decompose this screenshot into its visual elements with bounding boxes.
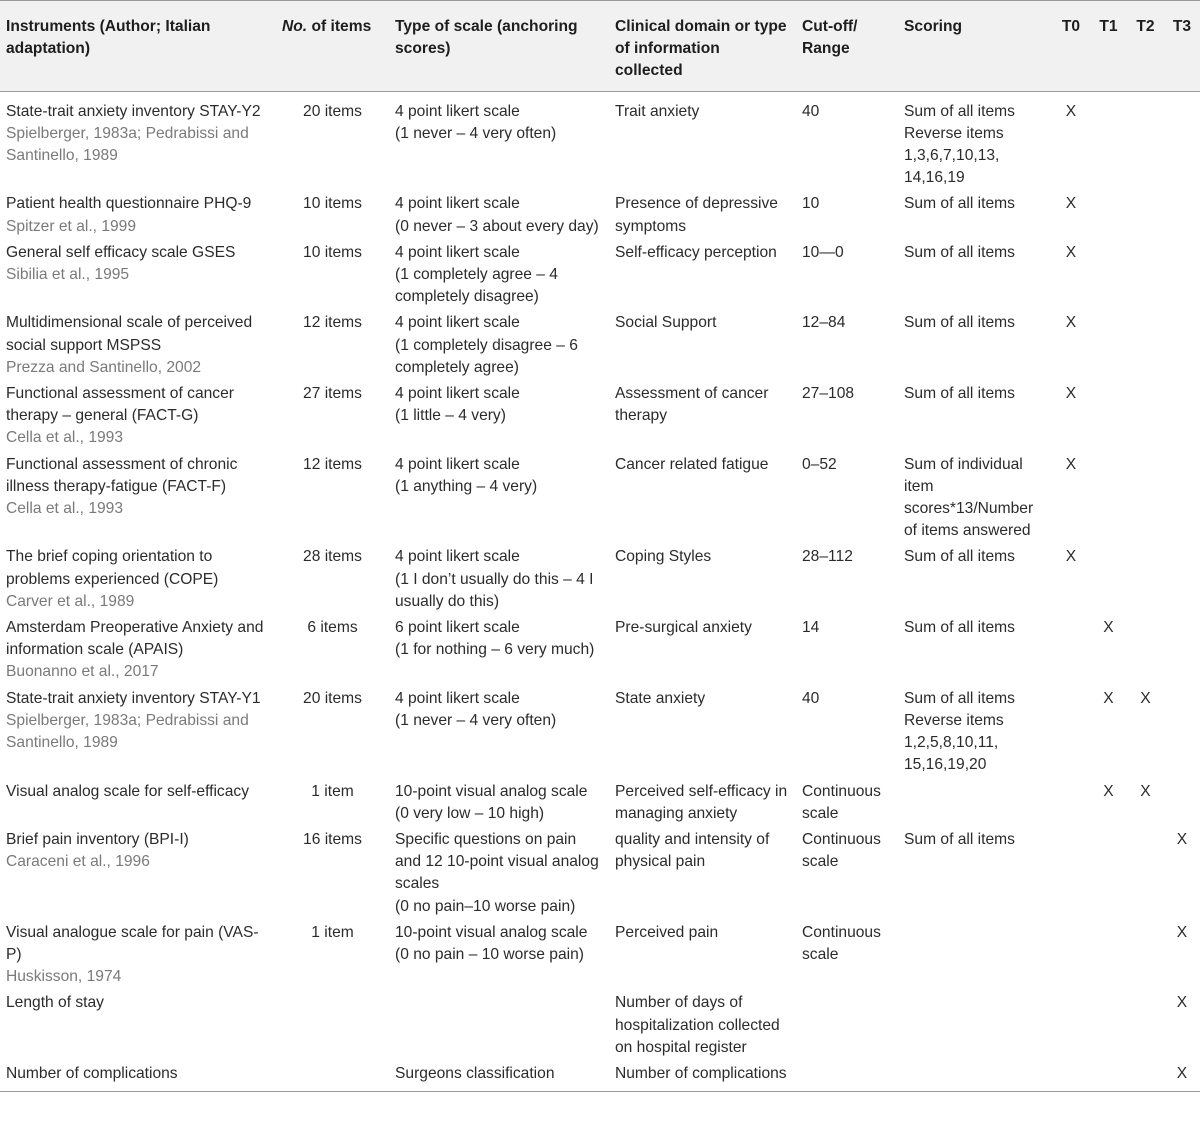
- t2-mark: [1127, 829, 1164, 922]
- instrument-citation: Carver et al., 1989: [6, 592, 135, 610]
- t0-mark: [1052, 922, 1090, 993]
- domain-cell: [609, 829, 796, 922]
- cutoff-cell: [796, 922, 898, 993]
- t1-mark: [1090, 383, 1127, 454]
- scoring-cell: [898, 91, 1052, 193]
- t2-mark: [1127, 1063, 1164, 1092]
- domain-cell: [609, 922, 796, 993]
- instrument-citation: Cella et al., 1993: [6, 500, 124, 518]
- scoring-cell: [898, 1063, 1052, 1092]
- t3-mark: [1164, 454, 1200, 547]
- t2-mark: [1127, 617, 1164, 688]
- scale-anchors: (0 never – 3 about every day): [395, 217, 599, 235]
- instrument-cell: [0, 242, 276, 313]
- clinical-domain: Perceived pain: [615, 923, 719, 941]
- table-row: [0, 829, 1200, 922]
- items-cell: [276, 546, 389, 617]
- t2-mark: [1127, 454, 1164, 547]
- scoring-cell: [898, 992, 1052, 1063]
- scale-cell: [389, 829, 609, 922]
- domain-cell: [609, 1063, 796, 1092]
- t3-mark: [1164, 546, 1200, 617]
- domain-cell: [609, 193, 796, 241]
- scale-type: 4 point likert scale: [395, 548, 520, 566]
- instrument-cell: [0, 454, 276, 547]
- items-cell: [276, 193, 389, 241]
- items-cell: [276, 688, 389, 781]
- scale-type: Surgeons classification: [395, 1064, 555, 1082]
- t2-mark: [1127, 992, 1164, 1063]
- t0-mark: [1052, 1063, 1090, 1092]
- t1-mark: [1090, 922, 1127, 993]
- scale-cell: [389, 454, 609, 547]
- cutoff-range: Continuous scale: [802, 923, 881, 963]
- instrument-citation: Spielberger, 1983a; Pedrabissi and Santinello, 1989: [6, 124, 249, 165]
- clinical-domain: Number of complications: [615, 1064, 787, 1082]
- t0-mark: [1052, 688, 1090, 781]
- clinical-domain: Trait anxiety: [615, 102, 700, 120]
- t2-mark: [1127, 242, 1164, 313]
- cutoff-cell: [796, 992, 898, 1063]
- cutoff-range: Continuous scale: [802, 830, 881, 871]
- scoring-cell: [898, 383, 1052, 454]
- instrument-name: Length of stay: [6, 994, 104, 1012]
- cutoff-cell: [796, 829, 898, 922]
- scale-anchors: (1 never – 4 very often): [395, 124, 557, 142]
- instrument-name: Amsterdam Preoperative Anxiety and information scale (APAIS): [6, 619, 264, 659]
- scale-cell: [389, 242, 609, 313]
- t1-mark: [1090, 454, 1127, 547]
- instrument-name: Multidimensional scale of perceived social support MSPSS: [6, 314, 253, 354]
- t1-mark: [1090, 242, 1127, 313]
- clinical-domain: Self-efficacy perception: [615, 243, 777, 261]
- scale-anchors: (1 completely disagree – 6 completely agree): [395, 336, 578, 376]
- t0-mark: [1052, 193, 1090, 241]
- items-cell: [276, 829, 389, 922]
- scoring-cell: [898, 922, 1052, 993]
- scoring-cell: [898, 617, 1052, 688]
- t1-checkmark: X: [1103, 619, 1114, 637]
- header-domain: Clinical domain or type of information collected: [609, 1, 796, 92]
- items-cell: [276, 992, 389, 1063]
- table-row: [0, 617, 1200, 688]
- instrument-name: Number of complications: [6, 1064, 178, 1082]
- t2-mark: [1127, 91, 1164, 193]
- t2-mark: [1127, 781, 1164, 829]
- t1-mark: [1090, 193, 1127, 241]
- table-row: [0, 383, 1200, 454]
- t3-mark: [1164, 91, 1200, 193]
- cutoff-cell: [796, 781, 898, 829]
- items-cell: [276, 617, 389, 688]
- table-row: [0, 688, 1200, 781]
- items-count: 20 items: [303, 689, 362, 707]
- scale-cell: [389, 91, 609, 193]
- t0-mark: [1052, 781, 1090, 829]
- t3-mark: [1164, 312, 1200, 383]
- instrument-cell: [0, 829, 276, 922]
- scoring-method: Sum of all items: [904, 619, 1015, 637]
- header-cutoff: Cut-off/ Range: [796, 1, 898, 92]
- t3-mark: [1164, 688, 1200, 781]
- items-cell: [276, 1063, 389, 1092]
- instrument-name: Visual analog scale for self-efficacy: [6, 782, 249, 800]
- t0-checkmark: X: [1065, 102, 1077, 120]
- cutoff-cell: [796, 688, 898, 781]
- cutoff-cell: [796, 383, 898, 454]
- t1-mark: [1090, 829, 1127, 922]
- header-items-suffix: of items: [307, 18, 372, 35]
- instrument-citation: Sibilia et al., 1995: [6, 266, 130, 284]
- table-row: [0, 546, 1200, 617]
- cutoff-cell: [796, 312, 898, 383]
- t1-mark: [1090, 91, 1127, 193]
- t0-checkmark: X: [1065, 314, 1077, 332]
- t1-mark: [1090, 992, 1127, 1063]
- t3-mark: [1164, 781, 1200, 829]
- domain-cell: [609, 617, 796, 688]
- instrument-name: General self efficacy scale GSES: [6, 243, 236, 261]
- items-cell: [276, 312, 389, 383]
- scale-cell: [389, 992, 609, 1063]
- scale-anchors: (1 completely agree – 4 completely disagree): [395, 266, 558, 306]
- scale-type: 10-point visual analog scale: [395, 923, 588, 941]
- t1-mark: [1090, 688, 1127, 781]
- items-cell: [276, 242, 389, 313]
- t1-mark: [1090, 617, 1127, 688]
- instrument-cell: [0, 688, 276, 781]
- scale-type: 4 point likert scale: [395, 455, 520, 473]
- items-count: 1 item: [311, 782, 354, 800]
- items-count: 10 items: [303, 195, 362, 213]
- cutoff-cell: [796, 546, 898, 617]
- scoring-cell: [898, 454, 1052, 547]
- header-row: [0, 1, 1200, 92]
- scale-cell: [389, 1063, 609, 1092]
- items-count: 20 items: [303, 102, 362, 120]
- t0-mark: [1052, 383, 1090, 454]
- t2-mark: [1127, 193, 1164, 241]
- instrument-citation: Caraceni et al., 1996: [6, 853, 150, 871]
- instrument-name: Brief pain inventory (BPI-I): [6, 830, 189, 848]
- clinical-domain: Presence of depressive symptoms: [615, 195, 778, 235]
- items-cell: [276, 781, 389, 829]
- instrument-citation: Buonanno et al., 2017: [6, 663, 159, 681]
- clinical-domain: Coping Styles: [615, 548, 712, 566]
- t1-mark: [1090, 312, 1127, 383]
- t0-checkmark: X: [1065, 455, 1077, 473]
- scoring-method: Sum of all items: [904, 195, 1015, 213]
- cutoff-range: 28–112: [802, 548, 853, 566]
- items-count: 16 items: [303, 830, 362, 848]
- scoring-cell: [898, 688, 1052, 781]
- scale-anchors: (1 for nothing – 6 very much): [395, 641, 595, 659]
- instrument-cell: [0, 383, 276, 454]
- domain-cell: [609, 383, 796, 454]
- instrument-cell: [0, 546, 276, 617]
- t1-mark: [1090, 1063, 1127, 1092]
- header-t1: T1: [1090, 1, 1127, 92]
- scale-type: Specific questions on pain and 12 10-point visual analog scales: [395, 830, 599, 893]
- t2-checkmark: X: [1140, 782, 1151, 800]
- items-cell: [276, 454, 389, 547]
- t2-checkmark: X: [1140, 689, 1151, 707]
- scoring-method: Sum of all items: [904, 102, 1015, 120]
- scoring-method: Sum of individual item scores*13/Number of items answered: [904, 455, 1034, 540]
- scoring-cell: [898, 193, 1052, 241]
- table-row: [0, 922, 1200, 993]
- clinical-domain: quality and intensity of physical pain: [615, 830, 770, 871]
- t0-mark: [1052, 312, 1090, 383]
- cutoff-range: Continuous scale: [802, 782, 881, 822]
- table-row: [0, 454, 1200, 547]
- scoring-cell: [898, 829, 1052, 922]
- scale-cell: [389, 546, 609, 617]
- scoring-cell: [898, 781, 1052, 829]
- clinical-domain: Social Support: [615, 314, 717, 332]
- table-row: [0, 1063, 1200, 1092]
- clinical-domain: Assessment of cancer therapy: [615, 385, 769, 425]
- scale-type: 4 point likert scale: [395, 689, 520, 707]
- t0-mark: [1052, 546, 1090, 617]
- scale-type: 6 point likert scale: [395, 619, 520, 637]
- scale-type: 4 point likert scale: [395, 102, 520, 120]
- header-instrument: Instruments (Author; Italian adaptation): [0, 1, 276, 92]
- instrument-citation: Huskisson, 1974: [6, 968, 122, 986]
- instrument-name: The brief coping orientation to problems experienced (COPE): [6, 548, 219, 588]
- t1-checkmark: X: [1103, 689, 1114, 707]
- table-body: [0, 91, 1200, 1092]
- cutoff-range: 27–108: [802, 385, 855, 403]
- domain-cell: [609, 992, 796, 1063]
- instrument-citation: Prezza and Santinello, 2002: [6, 358, 202, 376]
- items-count: 12 items: [303, 314, 362, 332]
- scale-cell: [389, 922, 609, 993]
- t0-mark: [1052, 829, 1090, 922]
- t0-mark: [1052, 992, 1090, 1063]
- t0-mark: [1052, 242, 1090, 313]
- instrument-citation: Cella et al., 1993: [6, 429, 124, 447]
- items-count: 27 items: [303, 385, 362, 403]
- domain-cell: [609, 688, 796, 781]
- scale-type: 4 point likert scale: [395, 243, 520, 261]
- items-cell: [276, 383, 389, 454]
- header-t2: T2: [1127, 1, 1164, 92]
- items-count: 12 items: [303, 455, 362, 473]
- header-items-prefix: No.: [282, 18, 308, 35]
- scoring-method: Sum of all items: [904, 689, 1015, 707]
- scoring-method: Sum of all items: [904, 830, 1015, 848]
- table-row: [0, 193, 1200, 241]
- domain-cell: [609, 546, 796, 617]
- header-scoring: Scoring: [898, 1, 1052, 92]
- header-t3: T3: [1164, 1, 1200, 92]
- t3-mark: [1164, 242, 1200, 313]
- scoring-cell: [898, 242, 1052, 313]
- cutoff-range: 10—0: [802, 243, 844, 261]
- scoring-cell: [898, 312, 1052, 383]
- t0-mark: [1052, 617, 1090, 688]
- instrument-cell: [0, 992, 276, 1063]
- clinical-domain: Cancer related fatigue: [615, 455, 769, 473]
- t3-checkmark: X: [1176, 1064, 1188, 1082]
- t2-mark: [1127, 546, 1164, 617]
- cutoff-cell: [796, 242, 898, 313]
- t0-checkmark: X: [1065, 548, 1077, 566]
- instrument-name: State-trait anxiety inventory STAY-Y1: [6, 689, 261, 707]
- clinical-domain: Number of days of hospitalization collected on hospital register: [615, 994, 780, 1056]
- domain-cell: [609, 242, 796, 313]
- instrument-citation: Spitzer et al., 1999: [6, 217, 137, 235]
- scale-anchors: (0 very low – 10 high): [395, 804, 545, 822]
- t0-checkmark: X: [1065, 195, 1077, 213]
- items-count: 1 item: [311, 923, 354, 941]
- scale-type: 4 point likert scale: [395, 385, 520, 403]
- t3-mark: [1164, 829, 1200, 922]
- scoring-reverse-items: Reverse items 1,2,5,8,10,11, 15,16,19,20: [904, 711, 1004, 774]
- scale-anchors: (0 no pain – 10 worse pain): [395, 945, 584, 963]
- clinical-domain: Pre-surgical anxiety: [615, 619, 752, 637]
- instrument-cell: [0, 91, 276, 193]
- scale-cell: [389, 781, 609, 829]
- items-cell: [276, 922, 389, 993]
- t0-mark: [1052, 91, 1090, 193]
- t3-mark: [1164, 922, 1200, 993]
- scoring-method: Sum of all items: [904, 314, 1015, 332]
- header-items: [276, 1, 389, 92]
- scoring-method: Sum of all items: [904, 243, 1015, 261]
- t3-mark: [1164, 992, 1200, 1063]
- t3-mark: [1164, 1063, 1200, 1092]
- instrument-cell: [0, 1063, 276, 1092]
- domain-cell: [609, 454, 796, 547]
- items-count: 6 items: [307, 619, 358, 637]
- scoring-method: Sum of all items: [904, 548, 1015, 566]
- t1-mark: [1090, 781, 1127, 829]
- t3-checkmark: X: [1176, 830, 1188, 848]
- table-row: [0, 91, 1200, 193]
- cutoff-cell: [796, 617, 898, 688]
- scale-anchors: (1 anything – 4 very): [395, 477, 538, 495]
- table-row: [0, 312, 1200, 383]
- t1-checkmark: X: [1103, 782, 1114, 800]
- scoring-cell: [898, 546, 1052, 617]
- cutoff-range: 40: [802, 102, 820, 120]
- header-scale: Type of scale (anchoring scores): [389, 1, 609, 92]
- instrument-citation: Spielberger, 1983a; Pedrabissi and Santinello, 1989: [6, 711, 249, 752]
- t0-checkmark: X: [1065, 385, 1077, 403]
- cutoff-range: 0–52: [802, 455, 837, 473]
- instrument-name: Visual analogue scale for pain (VAS-P): [6, 923, 259, 963]
- instrument-name: Patient health questionnaire PHQ-9: [6, 195, 252, 213]
- scale-anchors: (1 never – 4 very often): [395, 711, 557, 729]
- table-row: [0, 992, 1200, 1063]
- t3-mark: [1164, 617, 1200, 688]
- cutoff-cell: [796, 91, 898, 193]
- cutoff-cell: [796, 454, 898, 547]
- t2-mark: [1127, 688, 1164, 781]
- instrument-name: Functional assessment of cancer therapy – general (FACT-G): [6, 385, 234, 425]
- instrument-cell: [0, 617, 276, 688]
- table-row: [0, 242, 1200, 313]
- scale-type: 4 point likert scale: [395, 195, 520, 213]
- items-count: 28 items: [303, 548, 362, 566]
- scale-type: 10-point visual analog scale: [395, 782, 588, 800]
- t3-checkmark: X: [1176, 994, 1188, 1012]
- t3-mark: [1164, 193, 1200, 241]
- scale-anchors: (0 no pain–10 worse pain): [395, 897, 576, 915]
- scale-cell: [389, 617, 609, 688]
- instrument-name: State-trait anxiety inventory STAY-Y2: [6, 102, 261, 120]
- t3-checkmark: X: [1176, 923, 1188, 941]
- scoring-method: Sum of all items: [904, 385, 1015, 403]
- table-row: [0, 781, 1200, 829]
- scale-anchors: (1 I don’t usually do this – 4 I usually do this): [395, 570, 594, 610]
- scale-cell: [389, 193, 609, 241]
- domain-cell: [609, 91, 796, 193]
- scale-anchors: (1 little – 4 very): [395, 407, 506, 425]
- scale-cell: [389, 383, 609, 454]
- header-t0: T0: [1052, 1, 1090, 92]
- cutoff-range: 14: [802, 619, 820, 637]
- domain-cell: [609, 781, 796, 829]
- clinical-domain: Perceived self-efficacy in managing anxiety: [615, 782, 788, 822]
- scale-type: 4 point likert scale: [395, 314, 520, 332]
- t3-mark: [1164, 383, 1200, 454]
- t0-mark: [1052, 454, 1090, 547]
- cutoff-cell: [796, 1063, 898, 1092]
- t1-mark: [1090, 546, 1127, 617]
- t2-mark: [1127, 383, 1164, 454]
- cutoff-range: 10: [802, 195, 820, 213]
- scoring-reverse-items: Reverse items 1,3,6,7,10,13, 14,16,19: [904, 124, 1004, 187]
- scale-cell: [389, 688, 609, 781]
- t2-mark: [1127, 922, 1164, 993]
- instrument-name: Functional assessment of chronic illness therapy-fatigue (FACT-F): [6, 455, 238, 495]
- items-count: 10 items: [303, 243, 362, 261]
- items-cell: [276, 91, 389, 193]
- cutoff-cell: [796, 193, 898, 241]
- cutoff-range: 40: [802, 689, 820, 707]
- instrument-cell: [0, 193, 276, 241]
- scale-cell: [389, 312, 609, 383]
- cutoff-range: 12–84: [802, 314, 846, 332]
- clinical-domain: State anxiety: [615, 689, 706, 707]
- instrument-cell: [0, 312, 276, 383]
- instrument-cell: [0, 781, 276, 829]
- t0-checkmark: X: [1065, 243, 1077, 261]
- domain-cell: [609, 312, 796, 383]
- t2-mark: [1127, 312, 1164, 383]
- instrument-cell: [0, 922, 276, 993]
